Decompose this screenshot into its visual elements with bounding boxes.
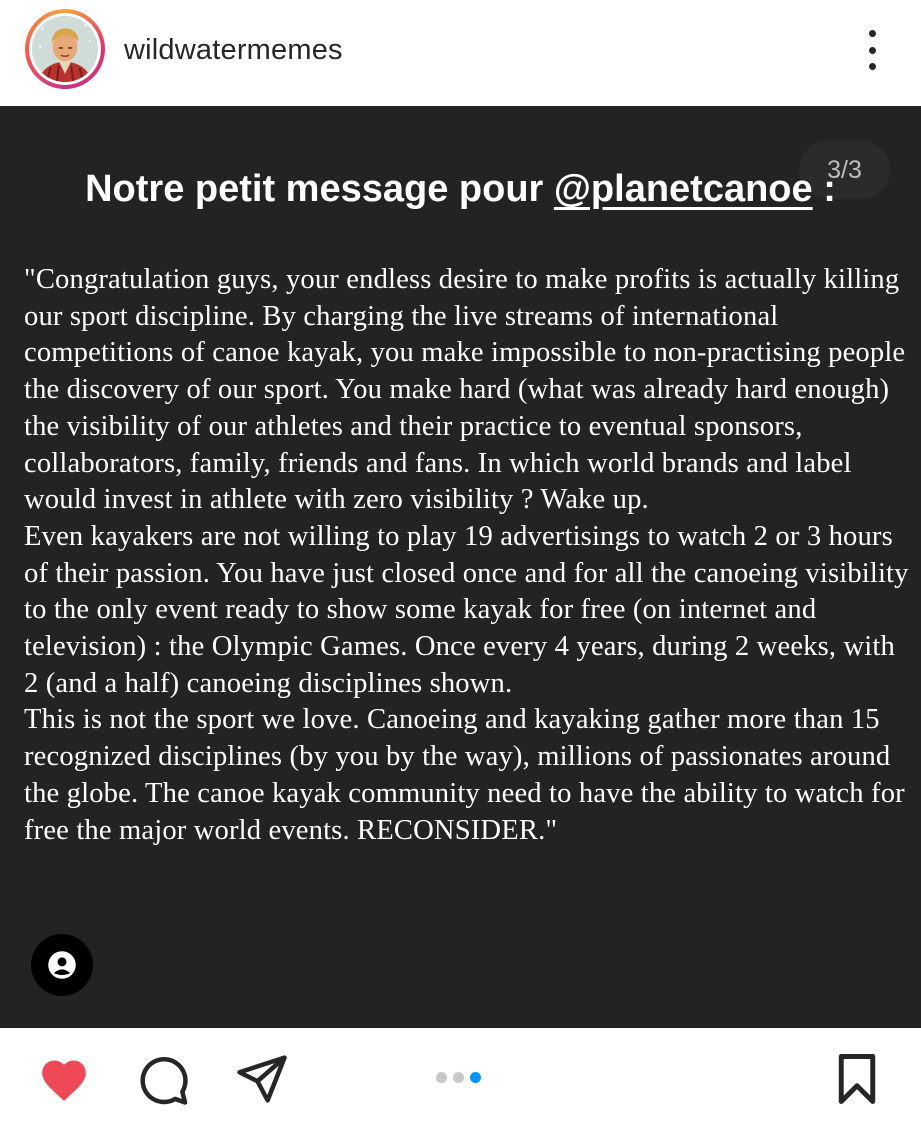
post-paragraph-2: Even kayakers are not willing to play 19 advertisings to watch 2 or 3 hours of their passion. You have just closed once and for all the canoeing visibility to the only event ready to show some kayak for free (on internet and television) : the Olympic Games. Once every 4 years, during 2 weeks, with 2 (and a half) canoeing disciplines shown. xyxy=(24,520,909,699)
story-ring[interactable] xyxy=(25,9,105,89)
user-tag-button[interactable] xyxy=(31,934,93,996)
post-title-mention: @planetcanoe xyxy=(553,168,813,210)
post-message xyxy=(24,262,909,849)
carousel-dot xyxy=(453,1072,464,1083)
bookmark-icon[interactable] xyxy=(832,1052,882,1106)
post-paragraph-3: This is not the sport we love. Canoeing and kayaking gather more than 15 recognized disciplines (by you by the way), millions of passionates around the globe. The canoe kayak community need to have the ability to watch for free the major world events. RECONSIDER." xyxy=(24,704,905,846)
post-header xyxy=(0,0,921,106)
comment-icon[interactable] xyxy=(136,1053,190,1107)
more-vertical-icon[interactable] xyxy=(854,26,890,74)
post-title xyxy=(0,168,921,211)
post-action-bar xyxy=(0,1028,921,1128)
carousel-dot xyxy=(436,1072,447,1083)
carousel-dots xyxy=(436,1072,481,1083)
username-link[interactable]: wildwatermemes xyxy=(124,34,343,66)
heart-filled-icon[interactable] xyxy=(37,1055,91,1103)
post-paragraph-1: "Congratulation guys, your endless desire to make profits is actually killing our sport discipline. By charging the live streams of international competitions of canoe kayak, you make impossible to non-practising people the discovery of our sport. You make hard (what was already hard enough) the visibility of our athletes and their practice to eventual sponsors, collaborators, family, friends and fans. In which world brands and label would invest in athlete with zero visibility ? Wake up. xyxy=(24,264,906,516)
post-media[interactable] xyxy=(0,106,921,1028)
post-title-suffix: : xyxy=(812,168,836,210)
post-title-prefix: Notre petit message pour xyxy=(85,168,554,210)
carousel-dot-active xyxy=(470,1072,481,1083)
user-tag-icon xyxy=(47,950,77,980)
send-icon[interactable] xyxy=(235,1052,289,1106)
avatar-portrait-icon[interactable] xyxy=(32,16,98,82)
carousel-counter: 3/3 xyxy=(799,141,890,199)
